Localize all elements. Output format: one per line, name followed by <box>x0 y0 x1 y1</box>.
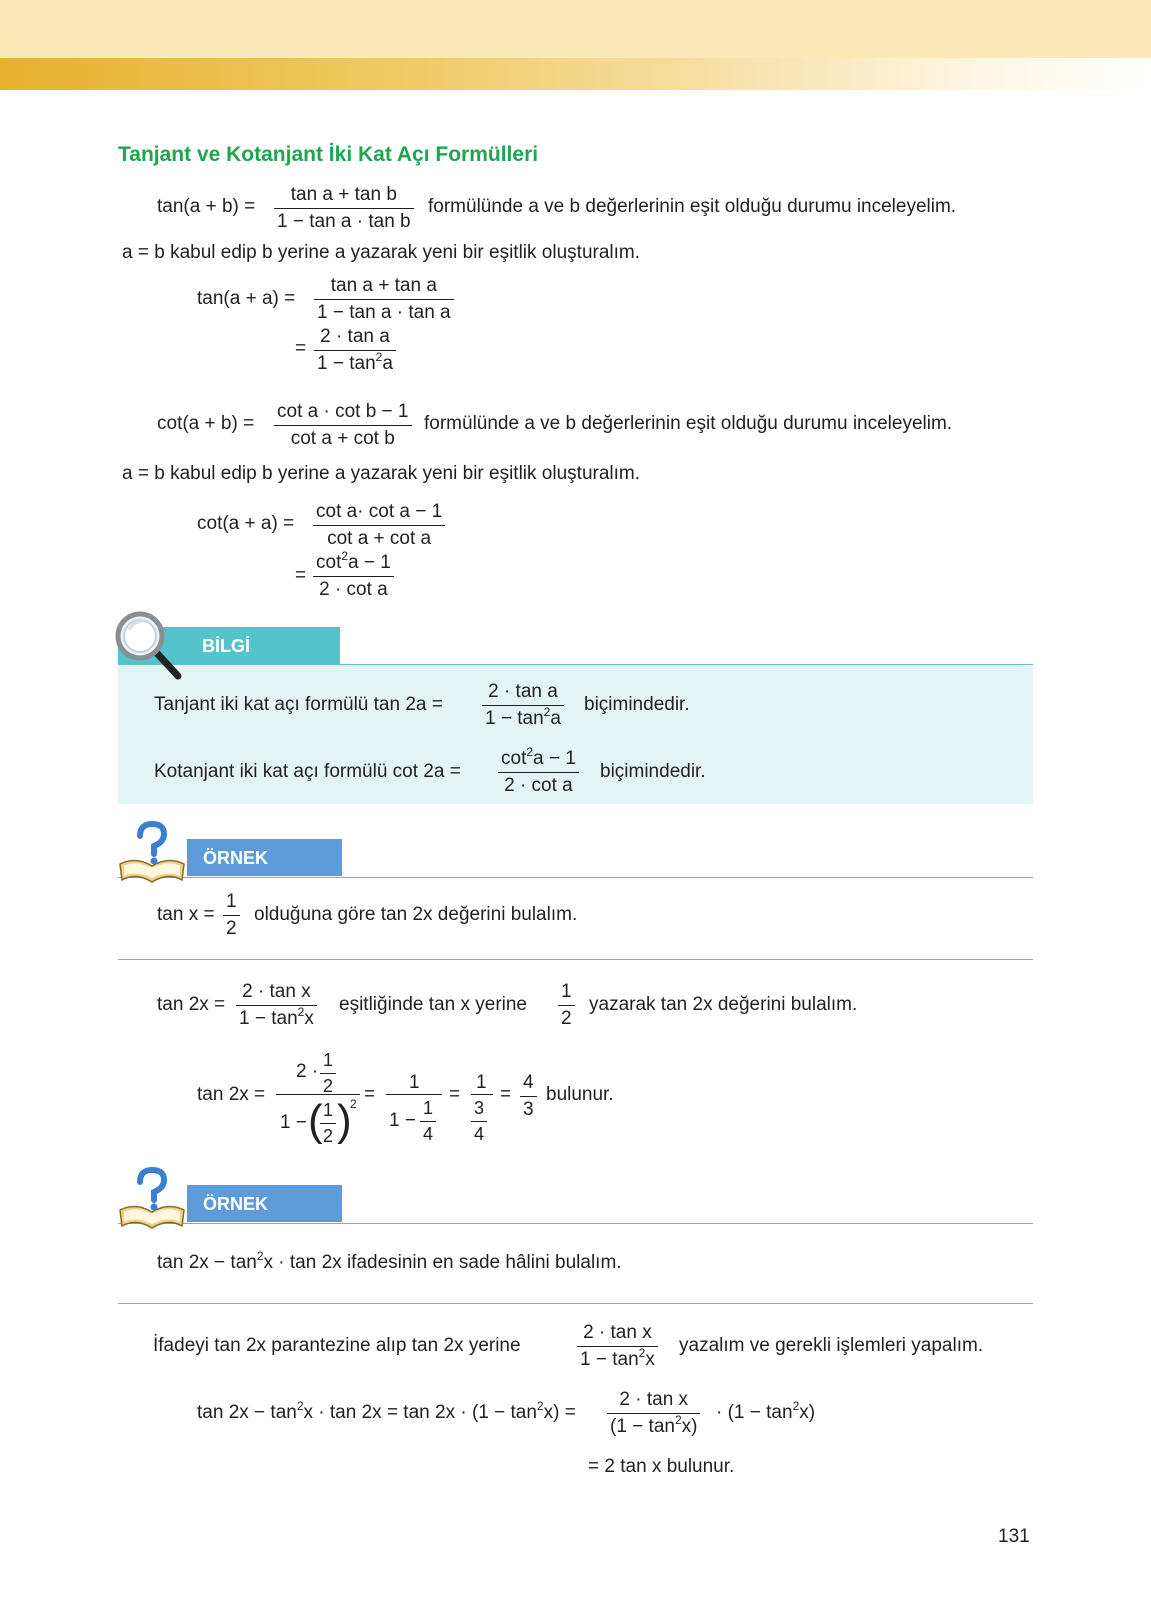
ornek1-question-text: olduğuna göre tan 2x değerini bulalım. <box>254 904 578 925</box>
tan-step2-den-b: a <box>382 353 393 374</box>
ornek1-calc-top-half-den: 2 <box>323 1076 334 1096</box>
ornek2-eq-sup1: 2 <box>296 1399 304 1413</box>
ornek2-eq-tail-sup: 2 <box>792 1399 800 1413</box>
ornek1-bottom-rule <box>118 959 1033 960</box>
ornek2-eq-fraction <box>607 1389 700 1438</box>
ornek2-solution-den-b: x <box>645 1349 655 1370</box>
tan-sum-denominator: 1 − tan a · tan b <box>277 211 411 232</box>
cot-step2-eq: = <box>295 565 307 586</box>
cot-step1-fraction <box>313 501 445 550</box>
tan-step1-lhs: tan(a + a) = <box>197 288 296 309</box>
page-number: 131 <box>998 1526 1030 1547</box>
ornek2-result: = 2 tan x bulunur. <box>588 1456 735 1477</box>
ornek2-solution-denominator <box>577 1347 658 1371</box>
ornek2-eq-tail-b: x) <box>799 1402 816 1423</box>
cot-step1-numerator: cot a· cot a − 1 <box>313 501 445 526</box>
bilgi-cot-num-sup: 2 <box>526 745 534 759</box>
ornek1-top-rule <box>118 877 1033 878</box>
tan-intro-text: formülünde a ve b değerlerinin eşit olduğu durumu inceleyelim. <box>428 196 957 217</box>
ornek1-calc-f2-quarter-den: 4 <box>423 1124 434 1144</box>
tan-step2-den-sup: 2 <box>375 350 383 364</box>
section-title: Tanjant ve Kotanjant İki Kat Açı Formülleri <box>118 143 539 166</box>
tan-step2-den-a: 1 − tan <box>317 353 376 374</box>
ornek2-tab <box>187 1185 342 1222</box>
ornek2-eq-den-b: x) <box>681 1416 698 1437</box>
tan-assume-text: a = b kabul edip b yerine a yazarak yeni bir eşitlik oluşturalım. <box>122 242 641 263</box>
ornek1-calc-left-paren: ( <box>308 1096 323 1145</box>
cot-sum-fraction <box>274 401 412 450</box>
ornek1-solution-den-b: x <box>304 1008 314 1029</box>
ornek1-calc-lhs: tan 2x = <box>197 1084 266 1105</box>
ornek1-tab <box>187 839 342 876</box>
ornek2-eq-den-a: (1 − tan <box>610 1416 675 1437</box>
bilgi-cot-numerator <box>498 745 579 773</box>
ornek2-solution-fraction <box>577 1322 658 1371</box>
ornek1-calc-right-paren: ) <box>337 1096 352 1145</box>
ornek1-question-numerator: 1 <box>223 891 240 916</box>
ornek1-solution-numerator: 2 · tan x <box>236 981 317 1006</box>
ornek1-question-denominator: 2 <box>226 918 237 939</box>
ornek1-calc-f4 <box>520 1072 537 1121</box>
ornek1-solution-lhs: tan 2x = <box>157 994 226 1015</box>
ornek2-eq-tail <box>716 1399 816 1424</box>
ornek2-equation <box>197 1399 576 1424</box>
tan-step1-numerator: tan a + tan a <box>314 275 454 300</box>
ornek1-calc-top-half <box>320 1050 336 1097</box>
ornek1-calc-eq1: = <box>364 1084 376 1105</box>
cot-assume-text: a = b kabul edip b yerine a yazarak yeni bir eşitlik oluşturalım. <box>122 463 641 484</box>
ornek1-calc-f2-num: 1 <box>409 1072 420 1093</box>
tan-step1-denominator: 1 − tan a · tan a <box>317 302 451 323</box>
bilgi-cot-denominator: 2 · cot a <box>504 775 573 796</box>
ornek2-top-rule <box>118 1223 1033 1224</box>
ornek1-solution-denominator <box>236 1006 317 1030</box>
ornek1-question-fraction <box>223 891 240 940</box>
ornek2-bottom-rule <box>118 1303 1033 1304</box>
bilgi-tan-denominator <box>482 706 564 730</box>
ornek2-question-a: tan 2x − tan <box>157 1252 257 1273</box>
ornek2-question-b: x · tan 2x ifadesinin en sade hâlini bulalım. <box>263 1252 622 1273</box>
tan-step1-fraction <box>314 275 454 324</box>
ornek2-eq-den-sup: 2 <box>674 1413 682 1427</box>
tan-sum-lhs: tan(a + b) = <box>157 196 256 217</box>
bilgi-tan-fraction <box>482 681 564 730</box>
ornek1-calc-main-bar <box>276 1094 360 1095</box>
cot-step2-num-a: cot <box>316 552 342 573</box>
ornek1-calc-top-two: 2 · <box>296 1061 319 1082</box>
cot-step2-num-sup: 2 <box>341 549 349 563</box>
ornek1-solution-end: yazarak tan 2x değerini bulalım. <box>589 994 858 1015</box>
cot-sum-denominator: cot a + cot b <box>290 428 395 449</box>
ornek2-eq-denominator <box>607 1414 700 1438</box>
tan-step2-denominator <box>314 351 396 375</box>
ornek1-calc-f3-den-num: 3 <box>471 1098 487 1122</box>
ornek1-calc-inner-half-num: 1 <box>320 1100 336 1124</box>
cot-sum-lhs: cot(a + b) = <box>157 413 255 434</box>
ornek1-calc-f3-num: 1 <box>476 1072 487 1093</box>
bilgi-tan-den-a: 1 − tan <box>485 708 544 729</box>
ornek1-calc-eq2: = <box>449 1084 461 1105</box>
ornek1-calc-f2-bar <box>386 1094 442 1095</box>
header-band <box>0 0 1151 58</box>
book-question-icon <box>116 820 188 884</box>
bilgi-line2-text: Kotanjant iki kat açı formülü cot 2a = <box>154 761 461 782</box>
ornek1-calc-f4-num: 4 <box>520 1072 537 1097</box>
tan-step2-fraction <box>314 326 396 375</box>
bilgi-tan-den-b: a <box>550 708 561 729</box>
ornek1-calc-f3-den-den: 4 <box>474 1124 485 1144</box>
bilgi-label: BİLGİ <box>202 636 250 656</box>
ornek2-label: ÖRNEK <box>203 1194 269 1214</box>
cot-sum-numerator: cot a · cot b − 1 <box>274 401 412 426</box>
ornek1-calc-top-half-num: 1 <box>320 1050 336 1074</box>
bilgi-tan-den-sup: 2 <box>543 705 551 719</box>
ornek2-eq-numerator: 2 · tan x <box>607 1389 700 1414</box>
tan-sum-fraction <box>274 184 414 233</box>
ornek1-calc-f3-bar <box>471 1094 493 1095</box>
magnifier-icon <box>112 608 184 680</box>
ornek2-solution-numerator: 2 · tan x <box>577 1322 658 1347</box>
cot-step2-numerator <box>313 549 394 577</box>
bilgi-cot-num-b: a − 1 <box>533 748 576 769</box>
bilgi-line2-end: biçimindedir. <box>600 761 706 782</box>
ornek1-half-fraction <box>558 981 575 1030</box>
ornek1-label: ÖRNEK <box>203 848 269 868</box>
ornek2-solution-text: İfadeyi tan 2x parantezine alıp tan 2x yerine <box>153 1335 521 1356</box>
bilgi-line1-end: biçimindedir. <box>584 694 690 715</box>
ornek2-question <box>157 1249 622 1274</box>
ornek1-calc-bottom-one: 1 − <box>280 1112 307 1133</box>
cot-step2-denominator: 2 · cot a <box>319 579 388 600</box>
ornek1-solution-fraction <box>236 981 317 1030</box>
ornek1-solution-den-sup: 2 <box>297 1005 305 1019</box>
ornek1-calc-square: 2 <box>350 1097 357 1111</box>
ornek1-calc-f4-den: 3 <box>523 1099 534 1120</box>
ornek1-calc-inner-half <box>320 1100 336 1147</box>
ornek2-solution-end: yazalım ve gerekli işlemleri yapalım. <box>679 1335 984 1356</box>
ornek1-question-lhs: tan x = <box>157 904 215 925</box>
ornek1-calc-end: bulunur. <box>546 1084 614 1105</box>
cot-step2-fraction <box>313 549 394 601</box>
cot-step1-denominator: cot a + cot a <box>327 528 432 549</box>
tan-sum-numerator: tan a + tan b <box>274 184 414 209</box>
tan-step2-numerator: 2 · tan a <box>314 326 396 351</box>
ornek1-half-numerator: 1 <box>558 981 575 1006</box>
book-question-icon-2 <box>116 1166 188 1230</box>
bilgi-cot-num-a: cot <box>501 748 527 769</box>
cot-intro-text: formülünde a ve b değerlerinin eşit olduğu durumu inceleyelim. <box>424 413 953 434</box>
ornek2-solution-den-a: 1 − tan <box>580 1349 639 1370</box>
cot-step1-lhs: cot(a + a) = <box>197 513 295 534</box>
cot-step2-num-b: a − 1 <box>348 552 391 573</box>
tan-step2-eq: = <box>295 338 307 359</box>
ornek2-eq-c: x) = <box>543 1402 576 1423</box>
ornek1-calc-eq3: = <box>500 1084 512 1105</box>
ornek1-calc-f2-quarter-num: 1 <box>420 1098 436 1122</box>
ornek2-eq-sup2: 2 <box>536 1399 544 1413</box>
ornek1-calc-f3-den <box>471 1098 487 1145</box>
ornek1-solution-mid: eşitliğinde tan x yerine <box>339 994 527 1015</box>
ornek2-solution-den-sup: 2 <box>638 1346 646 1360</box>
bilgi-line1-text: Tanjant iki kat açı formülü tan 2a = <box>154 694 443 715</box>
ornek2-eq-b: x · tan 2x = tan 2x · (1 − tan <box>303 1402 537 1423</box>
bilgi-cot-fraction <box>498 745 579 797</box>
bilgi-tab <box>182 627 340 664</box>
ornek2-eq-a: tan 2x − tan <box>197 1402 297 1423</box>
ornek1-half-denominator: 2 <box>561 1008 572 1029</box>
ornek2-eq-tail-a: · (1 − tan <box>716 1402 793 1423</box>
ornek2-question-sup: 2 <box>256 1249 264 1263</box>
ornek1-solution-den-a: 1 − tan <box>239 1008 298 1029</box>
header-stripe <box>0 58 1151 90</box>
bilgi-tan-numerator: 2 · tan a <box>482 681 564 706</box>
ornek1-calc-f2-quarter <box>420 1098 436 1145</box>
ornek1-calc-inner-half-den: 2 <box>323 1126 334 1146</box>
ornek1-calc-f2-den-a: 1 − <box>389 1110 416 1131</box>
